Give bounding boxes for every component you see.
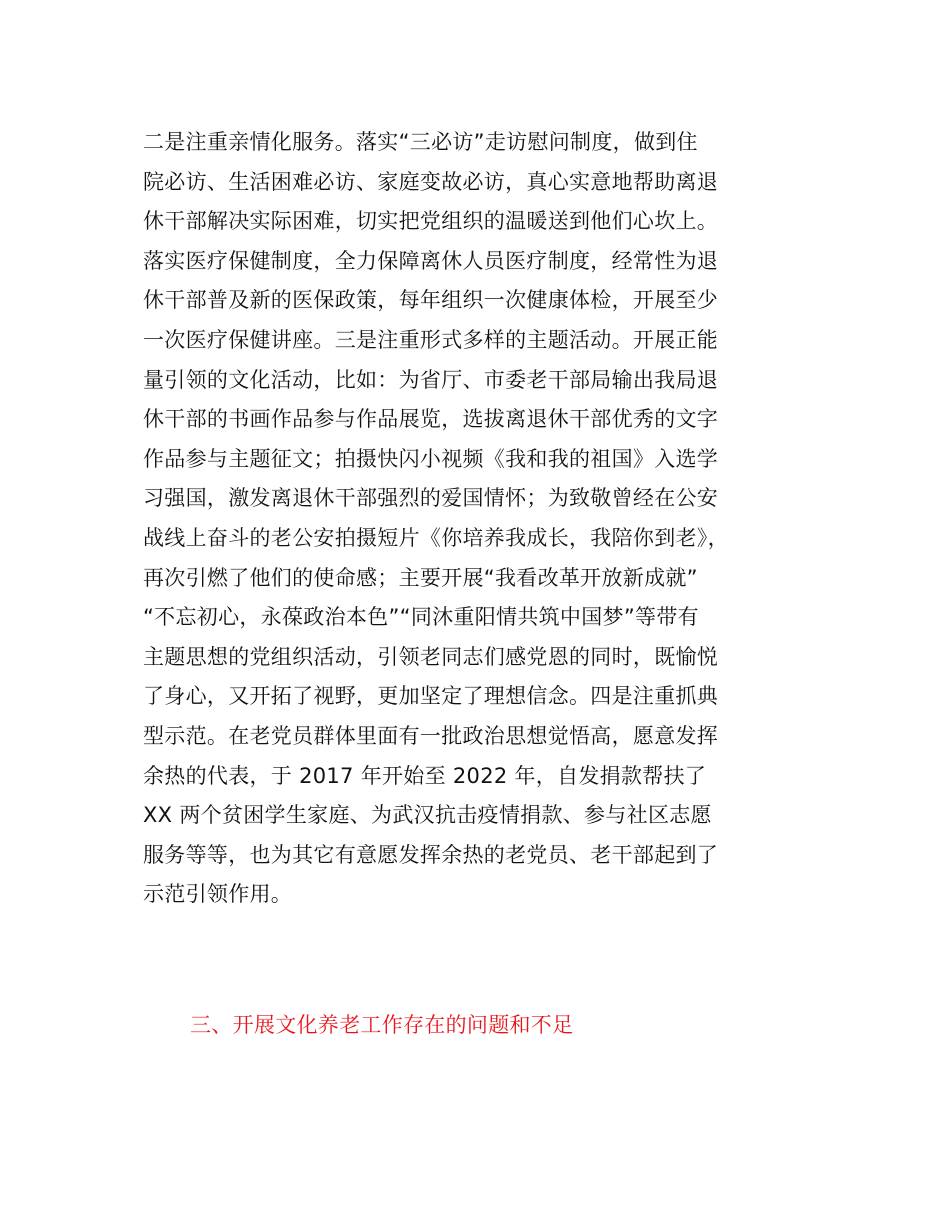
paragraph-line-3: 休干部解决实际困难，切实把党组织的温暖送到他们心坎上。 [143,209,719,234]
paragraph-line-10: 习强国，激发离退休干部强烈的爱国情怀；为致敬曾经在公安 [143,486,719,511]
paragraph-line-15: 了身心，又开拓了视野，更加坚定了理想信念。四是注重抓典 [143,684,719,709]
paragraph-line-4: 落实医疗保健制度，全力保障离休人员医疗制度，经常性为退 [143,248,719,273]
paragraph-line-6: 一次医疗保健讲座。三是注重形式多样的主题活动。开展正能 [143,327,719,352]
paragraph-line-13: “不忘初心，永葆政治本色”“同沐重阳情共筑中国梦”等带有 [143,605,699,630]
paragraph-line-20: 示范引领作用。 [143,882,293,907]
body-paragraph [143,123,843,915]
paragraph-line-16: 型示范。在老党员群体里面有一批政治思想觉悟高，愿意发挥 [143,723,719,748]
paragraph-line-8: 休干部的书画作品参与作品展览，选拔离退休干部优秀的文字 [143,407,719,432]
section-heading: 三、开展文化养老工作存在的问题和不足 [190,1013,574,1037]
paragraph-line-14: 主题思想的党组织活动，引领老同志们感党恩的同时，既愉悦 [143,644,719,669]
paragraph-line-5: 休干部普及新的医保政策，每年组织一次健康体检，开展至少 [143,288,719,313]
paragraph-line-17: 余热的代表，于 2017 年开始至 2022 年，自发捐款帮扶了 [143,763,707,788]
paragraph-line-1: 二是注重亲情化服务。落实“三必访”走访慰问制度，做到住 [143,130,698,154]
paragraph-line-11: 战线上奋斗的老公安拍摄短片《你培养我成长，我陪你到老》， [143,525,729,550]
paragraph-line-2: 院必访、生活困难必访、家庭变故必访，真心实意地帮助离退 [143,169,719,194]
paragraph-line-19: 服务等等，也为其它有意愿发挥余热的老党员、老干部起到了 [143,842,719,867]
paragraph-line-9: 作品参与主题征文；拍摄快闪小视频《我和我的祖国》入选学 [143,446,719,471]
paragraph-line-7: 量引领的文化活动，比如：为省厅、市委老干部局输出我局退 [143,367,719,392]
paragraph-line-12: 再次引燃了他们的使命感；主要开展“我看改革开放新成就” [143,565,698,590]
paragraph-line-18: XX 两个贫困学生家庭、为武汉抗击疫情捐款、参与社区志愿 [143,803,712,828]
